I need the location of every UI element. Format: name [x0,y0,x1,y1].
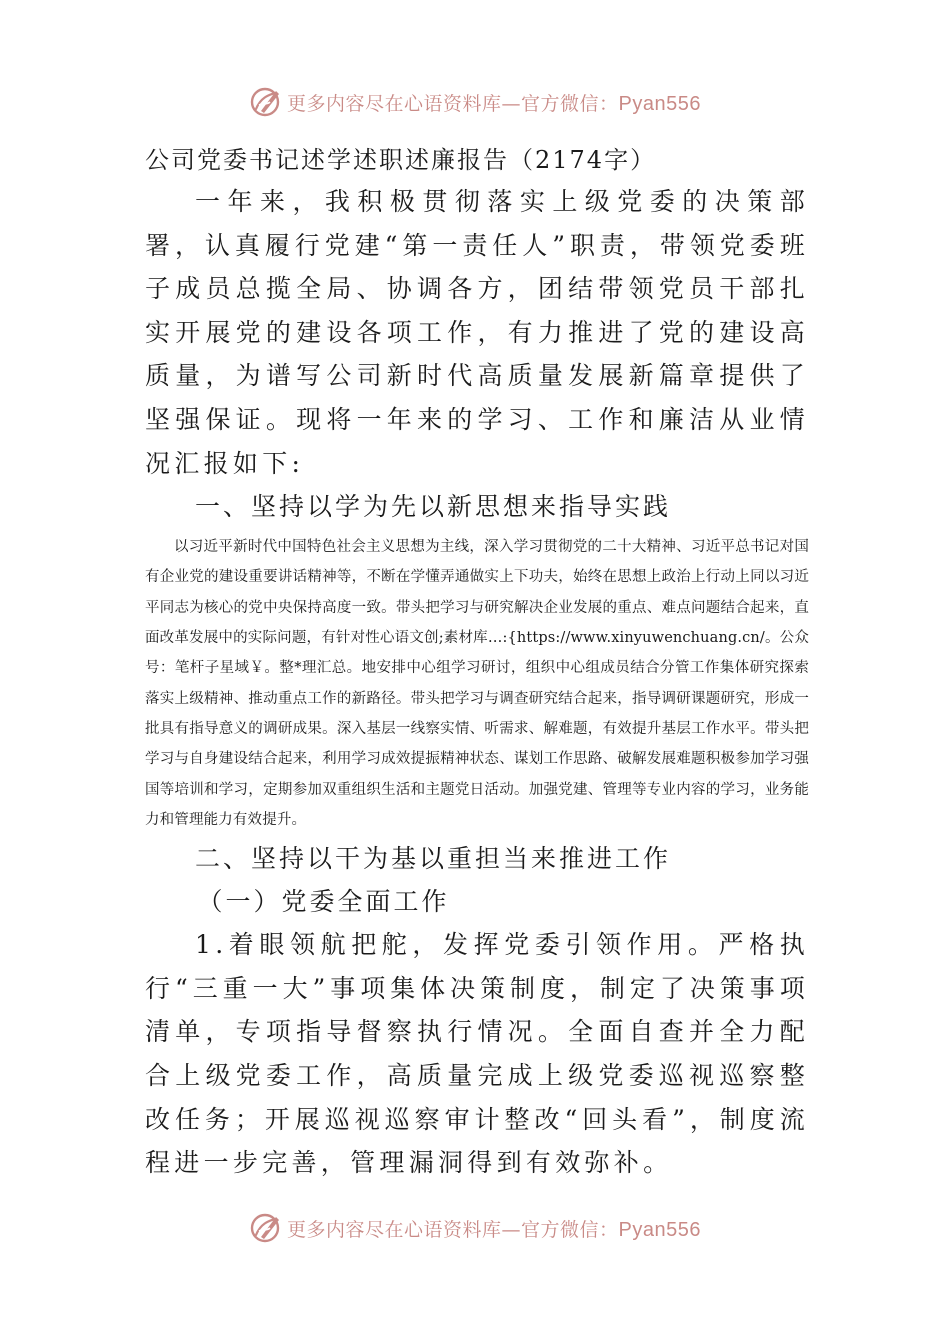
watermark-banner-bottom [0,1208,950,1248]
document-body [145,140,809,1185]
section1-heading: 一、坚持以学为先以新思想来指导实践 [195,492,672,522]
watermark-banner-top [0,82,950,122]
watermark-text: 更多内容尽在心语资料库—官方微信：Pyan556 [287,1218,701,1241]
pen-swirl-logo-icon [249,1211,283,1245]
intro-paragraph: 一年来，我积极贯彻落实上级党委的决策部署，认真履行党建“第一责任人”职责，带领党委班子成员总揽全局、协调各方，团结带领党员干部扎实开展党的建设各项工作，有力推进了党的建设高质量，为谱写公司新时代高质量发展新篇章提供了坚强保证。现将一年来的学习、工作和廉洁从业情况汇报如下: [145,187,809,478]
section2-item1: 1.着眼领航把舵，发挥党委引领作用。严格执行“三重一大”事项集体决策制度，制定了决策事项清单，专项指导督察执行情况。全面自查并全力配合上级党委工作，高质量完成上级党委巡视巡察整改任务；开展巡视巡察审计整改“回头看”，制度流程进一步完善，管理漏洞得到有效弥补。 [145,930,809,1178]
watermark-text: 更多内容尽在心语资料库—官方微信：Pyan556 [287,92,701,115]
section2-subheading: （一）党委全面工作 [197,887,450,917]
section2-heading: 二、坚持以干为基以重担当来推进工作 [195,844,672,874]
pen-swirl-logo-icon [249,85,283,119]
section1-body: 以习近平新时代中国特色社会主义思想为主线，深入学习贯彻党的二十大精神、习近平总书记对国有企业党的建设重要讲话精神等，不断在学懂弄通做实上下功夫，始终在思想上政治上行动上同以习近平同志为核心的党中央保持高度一致。带头把学习与研究解决企业发展的重点、难点问题结合起来，直面改革发展中的实际问题，有针对性心语文创;素材库…:{https://www.xinyuwenchuang.cn/。公众号：笔杆子星域￥。整*理汇总。地安排中心组学习研讨，组织中心组成员结合分管工作集体研究探索落实上级精神、推动重点工作的新路径。带头把学习与调查研究结合起来，指导调研课题研究，形成一批具有指导意义的调研成果。深入基层一线察实情、听需求、解难题，有效提升基层工作水平。带头把学习与自身建设结合起来，利用学习成效提振精神状态、谋划工作思路、破解发展难题积极参加学习强国等培训和学习，定期参加双重组织生活和主题党日活动。加强党建、管理等专业内容的学习，业务能力和管理能力有效提升。 [145,539,809,828]
document-title: 公司党委书记述学述职述廉报告（2174字） [145,146,657,174]
